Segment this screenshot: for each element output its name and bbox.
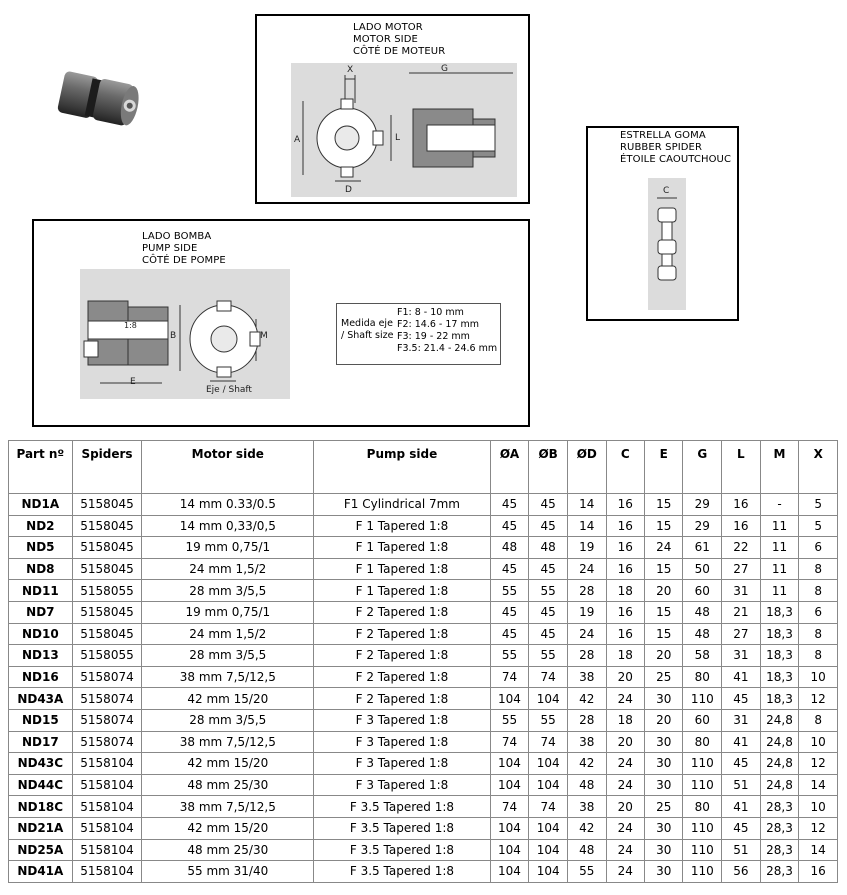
cell-pump-side: F 3.5 Tapered 1:8 [314, 861, 490, 883]
cell-g: 58 [683, 645, 722, 667]
cell-l: 31 [722, 580, 760, 602]
cell-diameter-d: 42 [567, 688, 606, 710]
cell-spiders: 5158045 [72, 494, 142, 516]
cell-l: 45 [722, 753, 760, 775]
table-row [9, 601, 838, 623]
spider-caption: ESTRELLA GOMA RUBBER SPIDER ÉTOILE CAOUTCHOUC [620, 130, 732, 165]
cell-pump-side: F 2 Tapered 1:8 [314, 601, 490, 623]
cell-c: 24 [606, 839, 644, 861]
cell-e: 24 [645, 537, 683, 559]
cell-part-number: ND44C [9, 774, 73, 796]
cell-motor-side: 24 mm 1,5/2 [142, 623, 314, 645]
cell-motor-side: 28 mm 3/5,5 [142, 645, 314, 667]
cell-l: 45 [722, 688, 760, 710]
cell-diameter-a: 74 [490, 731, 529, 753]
table-row [9, 645, 838, 667]
cell-c: 16 [606, 515, 644, 537]
pump-side-box [32, 219, 530, 427]
cell-e: 25 [645, 666, 683, 688]
cell-diameter-b: 104 [529, 861, 568, 883]
cell-diameter-a: 104 [490, 688, 529, 710]
cell-x: 8 [799, 558, 838, 580]
cell-diameter-a: 45 [490, 601, 529, 623]
cell-c: 20 [606, 666, 644, 688]
cell-g: 60 [683, 709, 722, 731]
cell-spiders: 5158055 [72, 580, 142, 602]
cell-m: 28,3 [760, 861, 799, 883]
cell-motor-side: 42 mm 15/20 [142, 753, 314, 775]
cell-g: 48 [683, 623, 722, 645]
cell-diameter-b: 104 [529, 817, 568, 839]
cell-e: 30 [645, 688, 683, 710]
col-header-c: C [606, 441, 644, 494]
cell-diameter-b: 104 [529, 839, 568, 861]
table-row [9, 580, 838, 602]
cell-pump-side: F 2 Tapered 1:8 [314, 688, 490, 710]
cell-diameter-d: 14 [567, 494, 606, 516]
cell-pump-side: F 1 Tapered 1:8 [314, 580, 490, 602]
cell-diameter-d: 42 [567, 817, 606, 839]
cell-diameter-b: 74 [529, 796, 568, 818]
cell-diameter-d: 24 [567, 558, 606, 580]
cell-pump-side: F1 Cylindrical 7mm [314, 494, 490, 516]
cell-m: 24,8 [760, 731, 799, 753]
cell-g: 80 [683, 796, 722, 818]
cell-diameter-d: 48 [567, 839, 606, 861]
cell-e: 30 [645, 839, 683, 861]
cell-g: 110 [683, 817, 722, 839]
cell-part-number: ND13 [9, 645, 73, 667]
cell-diameter-d: 19 [567, 537, 606, 559]
cell-m: 11 [760, 515, 799, 537]
cell-e: 15 [645, 558, 683, 580]
cell-diameter-d: 42 [567, 753, 606, 775]
motor-side-diagram [291, 63, 517, 197]
cell-part-number: ND43A [9, 688, 73, 710]
cell-diameter-d: 28 [567, 580, 606, 602]
cell-m: 11 [760, 537, 799, 559]
cell-l: 27 [722, 558, 760, 580]
cell-pump-side: F 3.5 Tapered 1:8 [314, 817, 490, 839]
cell-diameter-b: 45 [529, 623, 568, 645]
cell-diameter-a: 45 [490, 623, 529, 645]
cell-x: 8 [799, 580, 838, 602]
cell-g: 110 [683, 861, 722, 883]
table-row [9, 558, 838, 580]
cell-spiders: 5158104 [72, 796, 142, 818]
cell-pump-side: F 2 Tapered 1:8 [314, 645, 490, 667]
cell-c: 18 [606, 645, 644, 667]
cell-diameter-b: 45 [529, 515, 568, 537]
cell-l: 27 [722, 623, 760, 645]
cell-diameter-d: 48 [567, 774, 606, 796]
cell-l: 22 [722, 537, 760, 559]
cell-e: 15 [645, 494, 683, 516]
cell-part-number: ND21A [9, 817, 73, 839]
cell-m: 28,3 [760, 796, 799, 818]
cell-pump-side: F 3.5 Tapered 1:8 [314, 839, 490, 861]
cell-diameter-a: 104 [490, 861, 529, 883]
pump-shaft-label: Eje / Shaft [206, 385, 252, 395]
cell-x: 16 [799, 861, 838, 883]
cell-spiders: 5158045 [72, 601, 142, 623]
parts-table-body [9, 494, 838, 883]
cell-diameter-b: 55 [529, 645, 568, 667]
cell-diameter-d: 24 [567, 623, 606, 645]
cell-e: 15 [645, 515, 683, 537]
cell-g: 80 [683, 731, 722, 753]
table-row [9, 839, 838, 861]
cell-part-number: ND10 [9, 623, 73, 645]
motor-dim-d-label: D [345, 185, 352, 195]
cell-c: 24 [606, 688, 644, 710]
cell-x: 6 [799, 601, 838, 623]
cell-l: 21 [722, 601, 760, 623]
cell-part-number: ND2 [9, 515, 73, 537]
cell-diameter-a: 48 [490, 537, 529, 559]
cell-x: 12 [799, 753, 838, 775]
cell-motor-side: 19 mm 0,75/1 [142, 601, 314, 623]
cell-motor-side: 24 mm 1,5/2 [142, 558, 314, 580]
col-header-x: X [799, 441, 838, 494]
cell-diameter-b: 45 [529, 558, 568, 580]
cell-e: 30 [645, 817, 683, 839]
cell-spiders: 5158045 [72, 515, 142, 537]
cell-spiders: 5158045 [72, 537, 142, 559]
cell-part-number: ND7 [9, 601, 73, 623]
table-row [9, 623, 838, 645]
cell-part-number: ND16 [9, 666, 73, 688]
cell-l: 56 [722, 861, 760, 883]
cell-diameter-d: 28 [567, 645, 606, 667]
cell-l: 45 [722, 817, 760, 839]
cell-g: 80 [683, 666, 722, 688]
cell-m: 18,3 [760, 623, 799, 645]
cell-diameter-b: 74 [529, 666, 568, 688]
cell-m: 18,3 [760, 666, 799, 688]
shaft-size-values: F1: 8 - 10 mm F2: 14.6 - 17 mm F3: 19 - 22 mm F3.5: 21.4 - 24.6 mm [397, 307, 498, 354]
col-header-spiders: Spiders [72, 441, 142, 494]
cell-motor-side: 14 mm 0,33/0,5 [142, 515, 314, 537]
cell-l: 51 [722, 774, 760, 796]
cell-c: 24 [606, 861, 644, 883]
table-row [9, 494, 838, 516]
cell-g: 50 [683, 558, 722, 580]
cell-x: 8 [799, 709, 838, 731]
cell-l: 41 [722, 666, 760, 688]
cell-pump-side: F 3 Tapered 1:8 [314, 731, 490, 753]
cell-l: 16 [722, 494, 760, 516]
cell-e: 15 [645, 623, 683, 645]
table-row [9, 796, 838, 818]
cell-g: 61 [683, 537, 722, 559]
cell-diameter-a: 45 [490, 494, 529, 516]
cell-motor-side: 38 mm 7,5/12,5 [142, 796, 314, 818]
table-row [9, 861, 838, 883]
cell-pump-side: F 2 Tapered 1:8 [314, 666, 490, 688]
col-header-diameter-a: ØA [490, 441, 529, 494]
motor-dim-l-label: L [395, 133, 401, 143]
cell-pump-side: F 1 Tapered 1:8 [314, 515, 490, 537]
cell-diameter-b: 104 [529, 753, 568, 775]
cell-c: 16 [606, 537, 644, 559]
cell-g: 110 [683, 774, 722, 796]
table-row [9, 666, 838, 688]
cell-part-number: ND43C [9, 753, 73, 775]
cell-x: 10 [799, 796, 838, 818]
cell-spiders: 5158074 [72, 688, 142, 710]
cell-diameter-d: 38 [567, 731, 606, 753]
cell-g: 29 [683, 515, 722, 537]
cell-motor-side: 28 mm 3/5,5 [142, 580, 314, 602]
motor-dim-a-label: A [294, 135, 301, 145]
cell-m: 24,8 [760, 774, 799, 796]
col-header-part: Part nº [9, 441, 73, 494]
cell-g: 110 [683, 753, 722, 775]
cell-diameter-a: 55 [490, 580, 529, 602]
cell-e: 20 [645, 580, 683, 602]
table-row [9, 688, 838, 710]
cell-motor-side: 48 mm 25/30 [142, 839, 314, 861]
cell-m: 28,3 [760, 817, 799, 839]
cell-pump-side: F 3 Tapered 1:8 [314, 753, 490, 775]
spider-box [586, 126, 739, 321]
col-header-pump-side: Pump side [314, 441, 490, 494]
cell-diameter-a: 45 [490, 515, 529, 537]
cell-pump-side: F 1 Tapered 1:8 [314, 558, 490, 580]
cell-x: 5 [799, 515, 838, 537]
cell-motor-side: 14 mm 0.33/0.5 [142, 494, 314, 516]
cell-c: 18 [606, 709, 644, 731]
cell-c: 18 [606, 580, 644, 602]
cell-spiders: 5158045 [72, 623, 142, 645]
cell-pump-side: F 2 Tapered 1:8 [314, 623, 490, 645]
cell-spiders: 5158104 [72, 774, 142, 796]
cell-l: 41 [722, 796, 760, 818]
cell-diameter-a: 55 [490, 645, 529, 667]
cell-diameter-b: 104 [529, 688, 568, 710]
cell-e: 30 [645, 861, 683, 883]
cell-part-number: ND25A [9, 839, 73, 861]
cell-m: 11 [760, 580, 799, 602]
cell-c: 16 [606, 623, 644, 645]
cell-part-number: ND8 [9, 558, 73, 580]
col-header-e: E [645, 441, 683, 494]
spider-drawing [648, 178, 686, 310]
table-row [9, 515, 838, 537]
cell-g: 48 [683, 601, 722, 623]
cell-l: 31 [722, 645, 760, 667]
cell-motor-side: 48 mm 25/30 [142, 774, 314, 796]
cell-diameter-d: 38 [567, 666, 606, 688]
cell-spiders: 5158104 [72, 861, 142, 883]
cell-part-number: ND18C [9, 796, 73, 818]
cell-l: 51 [722, 839, 760, 861]
cell-diameter-d: 38 [567, 796, 606, 818]
table-header-row [9, 441, 838, 494]
cell-diameter-b: 104 [529, 774, 568, 796]
cell-part-number: ND5 [9, 537, 73, 559]
cell-e: 20 [645, 645, 683, 667]
cell-diameter-b: 74 [529, 731, 568, 753]
cell-x: 8 [799, 623, 838, 645]
cell-spiders: 5158104 [72, 753, 142, 775]
cell-c: 16 [606, 601, 644, 623]
cell-motor-side: 42 mm 15/20 [142, 688, 314, 710]
cell-pump-side: F 3 Tapered 1:8 [314, 774, 490, 796]
cell-e: 20 [645, 709, 683, 731]
cell-c: 24 [606, 817, 644, 839]
pump-dim-m-label: M [260, 331, 268, 341]
cell-pump-side: F 1 Tapered 1:8 [314, 537, 490, 559]
table-row [9, 709, 838, 731]
cell-l: 31 [722, 709, 760, 731]
cell-c: 24 [606, 774, 644, 796]
cell-l: 41 [722, 731, 760, 753]
cell-x: 6 [799, 537, 838, 559]
cell-m: 11 [760, 558, 799, 580]
cell-x: 8 [799, 645, 838, 667]
cell-g: 110 [683, 839, 722, 861]
cell-g: 60 [683, 580, 722, 602]
cell-diameter-d: 28 [567, 709, 606, 731]
cell-diameter-b: 55 [529, 709, 568, 731]
motor-side-drawing [291, 63, 517, 197]
col-header-m: M [760, 441, 799, 494]
cell-e: 15 [645, 601, 683, 623]
cell-part-number: ND15 [9, 709, 73, 731]
table-row [9, 774, 838, 796]
shaft-size-legend [336, 303, 501, 365]
cell-diameter-b: 55 [529, 580, 568, 602]
cell-c: 20 [606, 796, 644, 818]
cell-m: 24,8 [760, 753, 799, 775]
cell-spiders: 5158074 [72, 666, 142, 688]
spider-dim-c-label: C [663, 186, 670, 196]
pump-side-diagram [80, 269, 290, 399]
cell-diameter-a: 104 [490, 817, 529, 839]
cell-diameter-a: 55 [490, 709, 529, 731]
col-header-motor-side: Motor side [142, 441, 314, 494]
table-row [9, 731, 838, 753]
cell-g: 110 [683, 688, 722, 710]
cell-diameter-d: 19 [567, 601, 606, 623]
cell-m: 24,8 [760, 709, 799, 731]
cell-diameter-a: 104 [490, 774, 529, 796]
cell-part-number: ND1A [9, 494, 73, 516]
cell-m: 18,3 [760, 688, 799, 710]
pump-side-caption: LADO BOMBA PUMP SIDE CÔTÉ DE POMPE [142, 231, 226, 266]
cell-l: 16 [722, 515, 760, 537]
spider-diagram [648, 178, 686, 310]
cell-diameter-b: 48 [529, 537, 568, 559]
table-row [9, 753, 838, 775]
cell-m: 28,3 [760, 839, 799, 861]
motor-side-box [255, 14, 530, 204]
motor-dim-g-label: G [441, 64, 448, 74]
cell-c: 16 [606, 558, 644, 580]
cell-diameter-a: 104 [490, 753, 529, 775]
cell-m: 18,3 [760, 601, 799, 623]
cell-e: 30 [645, 731, 683, 753]
cell-m: - [760, 494, 799, 516]
cell-e: 25 [645, 796, 683, 818]
cell-spiders: 5158104 [72, 839, 142, 861]
pump-taper-label: 1:8 [124, 321, 137, 330]
cell-diameter-a: 74 [490, 666, 529, 688]
motor-side-caption: LADO MOTOR MOTOR SIDE CÔTÉ DE MOTEUR [353, 22, 446, 57]
shaft-size-label: Medida eje / Shaft size [341, 318, 394, 341]
cell-diameter-d: 14 [567, 515, 606, 537]
cell-e: 30 [645, 753, 683, 775]
col-header-g: G [683, 441, 722, 494]
cell-x: 14 [799, 774, 838, 796]
cell-diameter-a: 104 [490, 839, 529, 861]
cell-c: 16 [606, 494, 644, 516]
cell-diameter-a: 45 [490, 558, 529, 580]
cell-x: 14 [799, 839, 838, 861]
cell-e: 30 [645, 774, 683, 796]
cell-c: 20 [606, 731, 644, 753]
cell-x: 12 [799, 688, 838, 710]
cell-part-number: ND17 [9, 731, 73, 753]
cell-c: 24 [606, 753, 644, 775]
cell-m: 18,3 [760, 645, 799, 667]
cell-g: 29 [683, 494, 722, 516]
cell-motor-side: 42 mm 15/20 [142, 817, 314, 839]
cell-diameter-b: 45 [529, 601, 568, 623]
cell-x: 10 [799, 666, 838, 688]
cell-motor-side: 28 mm 3/5,5 [142, 709, 314, 731]
cell-motor-side: 38 mm 7,5/12,5 [142, 666, 314, 688]
cell-motor-side: 19 mm 0,75/1 [142, 537, 314, 559]
cell-motor-side: 38 mm 7,5/12,5 [142, 731, 314, 753]
cell-spiders: 5158045 [72, 558, 142, 580]
parts-table [8, 440, 838, 883]
cell-spiders: 5158074 [72, 709, 142, 731]
cell-diameter-a: 74 [490, 796, 529, 818]
cell-pump-side: F 3.5 Tapered 1:8 [314, 796, 490, 818]
cell-pump-side: F 3 Tapered 1:8 [314, 709, 490, 731]
col-header-diameter-d: ØD [567, 441, 606, 494]
pump-dim-e-label: E [130, 377, 136, 387]
cell-diameter-d: 55 [567, 861, 606, 883]
cell-spiders: 5158074 [72, 731, 142, 753]
col-header-diameter-b: ØB [529, 441, 568, 494]
cell-x: 5 [799, 494, 838, 516]
cell-x: 10 [799, 731, 838, 753]
cell-spiders: 5158055 [72, 645, 142, 667]
cell-motor-side: 55 mm 31/40 [142, 861, 314, 883]
pump-dim-b-label: B [170, 331, 177, 341]
cell-x: 12 [799, 817, 838, 839]
pump-side-drawing [80, 269, 290, 399]
cell-part-number: ND41A [9, 861, 73, 883]
table-row [9, 817, 838, 839]
coupling-photo [48, 66, 148, 136]
motor-dim-x-label: X [347, 65, 354, 75]
cell-part-number: ND11 [9, 580, 73, 602]
table-row [9, 537, 838, 559]
cell-spiders: 5158104 [72, 817, 142, 839]
col-header-l: L [722, 441, 760, 494]
cell-diameter-b: 45 [529, 494, 568, 516]
